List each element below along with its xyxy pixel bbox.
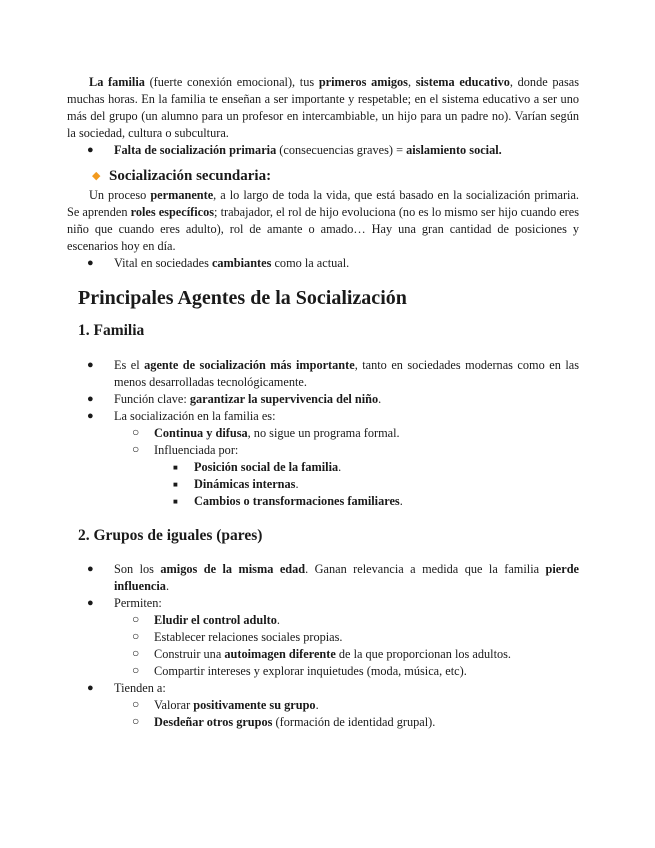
list-item: ○ Valorar positivamente su grupo. [132, 697, 319, 712]
diamond-bullet-icon: ◆ [92, 170, 101, 182]
list-item: ○ Establecer relaciones sociales propias. [132, 629, 343, 644]
circle-bullet-icon: ○ [132, 646, 140, 660]
list-item: ● Vital en sociedades cambiantes como la actual. [87, 256, 350, 270]
circle-bullet-icon: ○ [132, 442, 140, 456]
list-item: ○ Desdeñar otros grupos (formación de identidad grupal). [132, 714, 436, 729]
circle-bullet-icon: ○ [132, 663, 140, 677]
square-bullet-icon: ■ [173, 480, 178, 489]
bullet-icon: ● [87, 257, 94, 269]
list-item: ● La socialización en la familia es: [87, 409, 276, 423]
list-item: ● Tienden a: [87, 681, 166, 695]
circle-bullet-icon: ○ [132, 629, 140, 643]
list-item: ● Falta de socialización primaria (consecuencias graves) = aislamiento social. [87, 143, 502, 157]
list-item: ● Función clave: garantizar la supervivencia del niño. [87, 392, 382, 406]
section-heading-grupos: 2. Grupos de iguales (pares) [78, 527, 263, 544]
list-item: ○ Construir una autoimagen diferente de la que proporcionan los adultos. [132, 646, 512, 661]
circle-bullet-icon: ○ [132, 612, 140, 626]
bullet-icon: ● [87, 410, 94, 422]
familia-paragraph: La familia (fuerte conexión emocional), tus primeros amigos, sistema educativo, donde pasas muchas horas. En la familia te enseñan a ser importante y respetable; en el sistema educativo a ser uno más del grupo (un alumno para un profesor en intercambiable, un hijo para un padre no). Varían según la sociedad, cultura o subcultura. [67, 75, 579, 140]
document-page [67, 74, 579, 731]
bullet-icon: ● [87, 563, 94, 575]
section-heading-familia: 1. Familia [78, 322, 145, 339]
circle-bullet-icon: ○ [132, 697, 140, 711]
square-bullet-icon: ■ [173, 463, 178, 472]
section-subtitle: ◆ Socialización secundaria: [92, 168, 272, 184]
bullet-icon: ● [87, 597, 94, 609]
list-item: ● Son los amigos de la misma edad. Ganan relevancia a medida que la familia pierde influencia. [87, 562, 580, 593]
circle-bullet-icon: ○ [132, 425, 140, 439]
bullet-icon: ● [87, 393, 94, 405]
square-bullet-icon: ■ [173, 497, 178, 506]
list-item: ○ Influenciada por: [132, 442, 239, 457]
list-item: ● Es el agente de socialización más importante, tanto en sociedades modernas como en las menos desarrolladas tecnológicamente. [87, 358, 579, 389]
page-title: Principales Agentes de la Socialización [78, 287, 407, 309]
list-item: ● Permiten: [87, 596, 162, 610]
secundaria-paragraph: Un proceso permanente, a lo largo de toda la vida, que está basado en la socialización primaria. Se aprenden roles específicos; trabajador, el rol de hijo evoluciona (no es lo mismo ser hijo cuando eres niño que cuando eres adulto), rol de amante o amado… Hay una gran cantidad de posiciones y escenarios hoy en día. [67, 188, 579, 253]
bullet-icon: ● [87, 144, 94, 156]
circle-bullet-icon: ○ [132, 714, 140, 728]
list-item: ○ Eludir el control adulto. [132, 612, 280, 627]
list-item: ■ Cambios o transformaciones familiares. [173, 494, 403, 508]
list-item: ■ Posición social de la familia. [173, 460, 342, 474]
list-item: ○ Continua y difusa, no sigue un programa formal. [132, 425, 400, 440]
bullet-icon: ● [87, 359, 94, 371]
list-item: ■ Dinámicas internas. [173, 477, 299, 491]
bullet-icon: ● [87, 682, 94, 694]
list-item: ○ Compartir intereses y explorar inquietudes (moda, música, etc). [132, 663, 467, 678]
